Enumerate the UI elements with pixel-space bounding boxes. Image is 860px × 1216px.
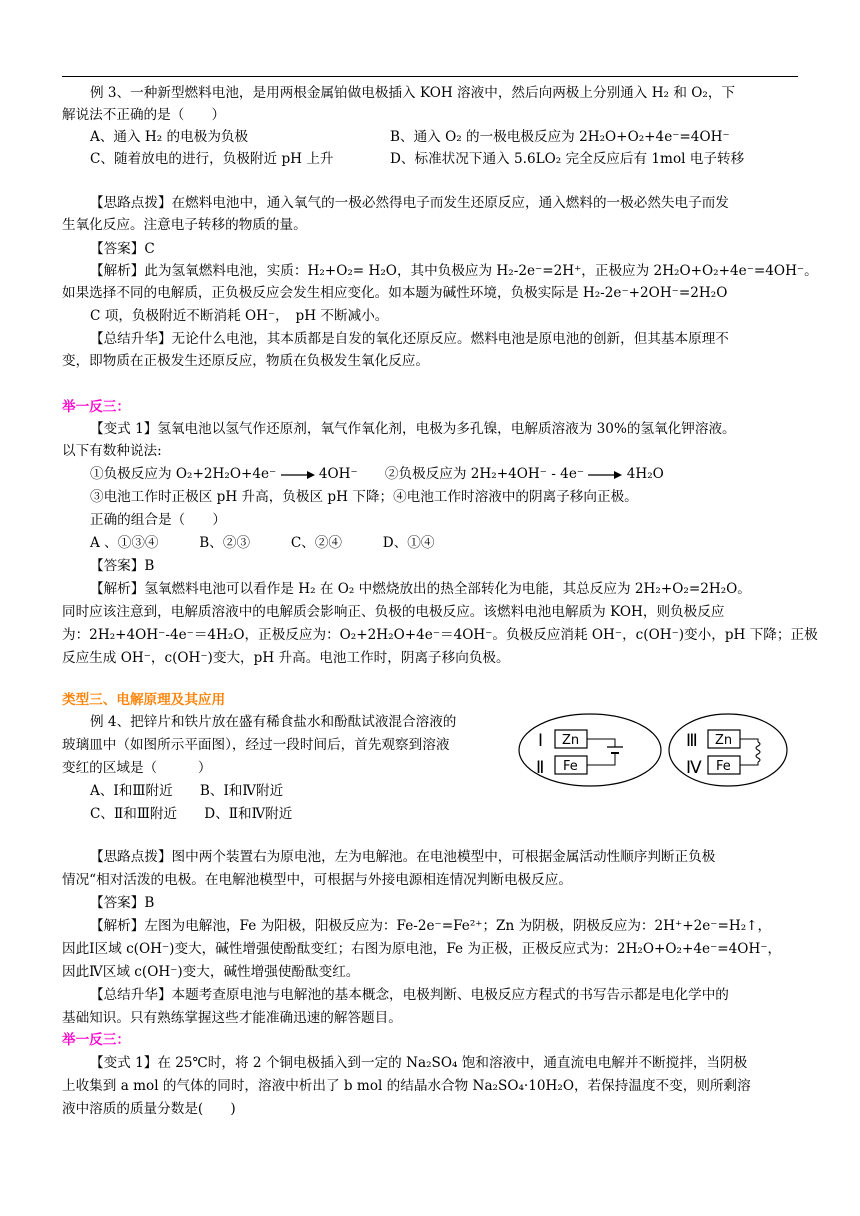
example4-line2: 玻璃皿中（如图所示平面图），经过一段时间后，首先观察到溶液 bbox=[62, 737, 450, 753]
hint-line1: 【思路点拨】图中两个装置右为原电池，左为电解池。在电池模型中，可根据金属活动性顺序判断正负极 bbox=[90, 849, 716, 865]
variant-line3: 液中溶质的质量分数是( ) bbox=[62, 1101, 236, 1117]
analysis-line2: 同时应该注意到，电解质溶液中的电解质会影响正、负极的电极反应。该燃料电池电解质为 KOH，则负极反应 bbox=[62, 604, 725, 620]
section-heading: 类型三、电解原理及其应用 bbox=[62, 692, 226, 708]
example4-line1: 例 4、把锌片和铁片放在盛有稀食盐水和酚酞试液混合溶液的 bbox=[90, 714, 457, 730]
practice-heading: 举一反三： bbox=[62, 399, 130, 415]
analysis-line2: 如果选择不同的电解质，正负极反应会发生相应变化。如本题为碱性环境，负极实际是 H₂-2e⁻+2OH⁻=2H₂O bbox=[62, 285, 728, 301]
fe-label: Fe bbox=[563, 759, 578, 774]
statement-1-2 bbox=[90, 465, 664, 483]
practice-heading: 举一反三： bbox=[62, 1032, 130, 1048]
header-rule bbox=[62, 76, 798, 77]
options-ab: A、Ⅰ和Ⅲ附近 B、Ⅰ和Ⅳ附近 bbox=[90, 783, 284, 799]
statement2-text: 4OH⁻ ②负极反应为 2H₂+4OH⁻ - 4e⁻ bbox=[318, 466, 585, 482]
option-c: C、随着放电的进行，负极附近 pH 上升 bbox=[90, 151, 334, 167]
option-a: A、通入 H₂ 的电极为负极 bbox=[90, 129, 249, 145]
options-cd: C、Ⅱ和Ⅲ附近 D、Ⅱ和Ⅳ附近 bbox=[90, 806, 293, 822]
answer: 【答案】B bbox=[90, 558, 155, 574]
example3-question-line2: 解说法不正确的是（ ） bbox=[62, 107, 226, 123]
analysis-line1: 【解析】此为氢氧燃料电池，实质：H₂+O₂= H₂O，其中负极应为 H₂-2e⁻=2H⁺，正极应为 2H₂O+O₂+4e⁻=4OH⁻。 bbox=[90, 263, 818, 279]
region-label-3: Ⅲ bbox=[686, 731, 698, 751]
zn-label: Zn bbox=[562, 733, 580, 748]
summary-line1: 【总结升华】无论什么电池，其本质都是自发的氧化还原反应。燃料电池是原电池的创新，但其基本原理不 bbox=[90, 331, 729, 347]
right-arrow-icon bbox=[281, 470, 315, 480]
answer: 【答案】B bbox=[90, 895, 155, 911]
hint-line2: 生氧化反应。注意电子转移的物质的量。 bbox=[62, 217, 307, 233]
hint-line2: 情况“相对活泼的电极。在电解池模型中，可根据与外接电源相连情况判断电极反应。 bbox=[62, 872, 572, 888]
question-prompt: 正确的组合是（ ） bbox=[90, 512, 226, 528]
summary-line2: 基础知识。只有熟练掌握这些才能准确迅速的解答题目。 bbox=[62, 1010, 402, 1026]
summary-line2: 变，即物质在正极发生还原反应，物质在负极发生氧化反应。 bbox=[62, 353, 430, 369]
right-arrow-icon bbox=[588, 470, 622, 480]
analysis-line3: 因此Ⅳ区域 c(OH⁻)变大，碱性增强使酚酞变红。 bbox=[62, 964, 360, 980]
region-label-2: Ⅱ bbox=[536, 758, 545, 778]
variant-line1: 【变式 1】氢氧电池以氢气作还原剂，氧气作氧化剂，电极为多孔镍，电解质溶液为 30%的氢氧化钾溶液。 bbox=[90, 421, 736, 437]
example3-question-line1: 例 3、一种新型燃料电池，是用两根金属铂做电极插入 KOH 溶液中，然后向两极上分别通入 H₂ 和 O₂，下 bbox=[90, 85, 736, 101]
analysis-line2: 因此Ⅰ区域 c(OH⁻)变大，碱性增强使酚酞变红；右图为原电池，Fe 为正极，正极反应式为：2H₂O+O₂+4e⁻=4OH⁻， bbox=[62, 941, 782, 957]
option-b: B、通入 O₂ 的一极电极反应为 2H₂O+O₂+4e⁻=4OH⁻ bbox=[390, 129, 730, 145]
statement-3-4: ③电池工作时正极区 pH 升高，负极区 pH 下降；④电池工作时溶液中的阴离子移向正极。 bbox=[90, 489, 638, 505]
options: A 、①③④ B、②③ C、②④ D、①④ bbox=[90, 535, 435, 551]
variant-line2: 以下有数种说法: bbox=[62, 443, 162, 459]
answer: 【答案】C bbox=[90, 241, 155, 257]
region-label-4: Ⅳ bbox=[686, 758, 702, 778]
electrochemistry-figure bbox=[510, 708, 810, 792]
analysis-line1: 【解析】左图为电解池，Fe 为阳极，阳极反应为：Fe-2e⁻=Fe²⁺；Zn 为阴极，阴极反应为：2H⁺+2e⁻=H₂↑， bbox=[90, 918, 772, 934]
variant-line2: 上收集到 a mol 的气体的同时，溶液中析出了 b mol 的结晶水合物 Na₂SO₄·10H₂O，若保持温度不变，则所剩溶 bbox=[62, 1078, 751, 1094]
region-label-1: Ⅰ bbox=[538, 731, 544, 751]
analysis-line4: 反应生成 OH⁻，c(OH⁻)变大，pH 升高。电池工作时，阴离子移向负极。 bbox=[62, 650, 510, 666]
analysis-line1: 【解析】氢氧燃料电池可以看作是 H₂ 在 O₂ 中燃烧放出的热全部转化为电能，其总反应为 2H₂+O₂=2H₂O。 bbox=[90, 581, 751, 597]
option-d: D、标准状况下通入 5.6LO₂ 完全反应后有 1mol 电子转移 bbox=[390, 151, 745, 167]
analysis-line3: C 项，负极附近不断消耗 OH⁻， pH 不断减小。 bbox=[90, 308, 389, 324]
analysis-line3: 为：2H₂+4OH⁻-4e⁻＝4H₂O，正极反应为：O₂+2H₂O+4e⁻＝4OH⁻。负极反应消耗 OH⁻，c(OH⁻)变小，pH 下降；正极 bbox=[62, 627, 818, 643]
example4-line3: 变红的区域是（ ） bbox=[62, 760, 212, 776]
statement1-lhs: ①负极反应为 O₂+2H₂O+4e⁻ bbox=[90, 466, 277, 482]
summary-line1: 【总结升华】本题考查原电池与电解池的基本概念，电极判断、电极反应方程式的书写告示都是电化学中的 bbox=[90, 987, 729, 1003]
zn-label: Zn bbox=[715, 733, 733, 748]
fe-label: Fe bbox=[716, 759, 731, 774]
hint-line1: 【思路点拨】在燃料电池中，通入氧气的一极必然得电子而发生还原反应，通入燃料的一极必然失电子而发 bbox=[90, 195, 729, 211]
variant-line1: 【变式 1】在 25℃时，将 2 个铜电极插入到一定的 Na₂SO₄ 饱和溶液中，通直流电电解并不断搅拌，当阴极 bbox=[90, 1055, 748, 1071]
resistor-icon bbox=[756, 742, 760, 762]
statement2-product: 4H₂O bbox=[626, 466, 664, 482]
